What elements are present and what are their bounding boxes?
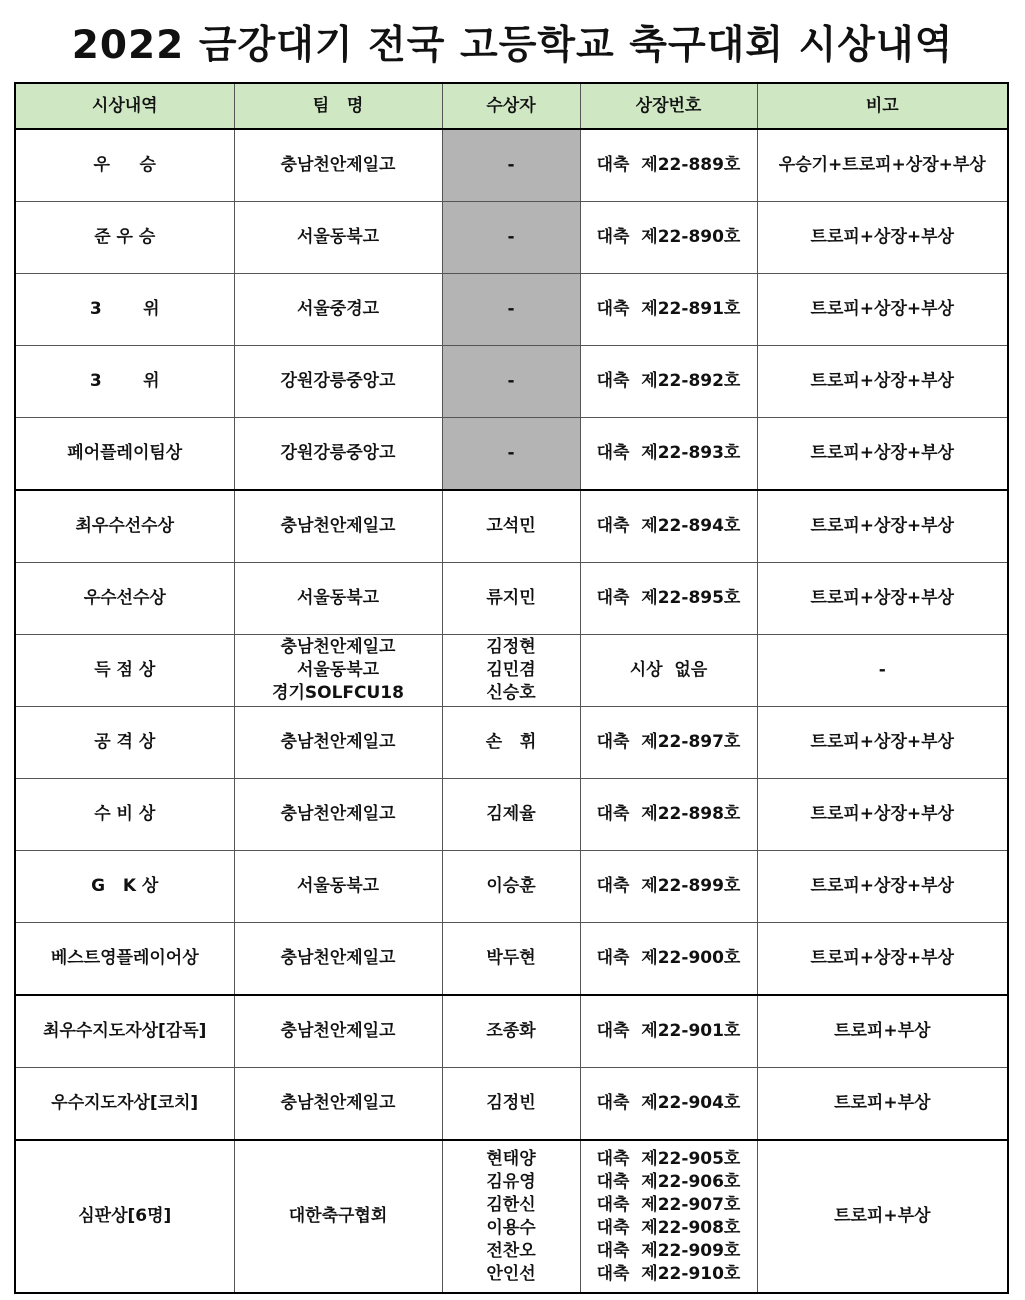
table-row: [15, 346, 1008, 418]
cert-cell: 대축 제22-892호: [580, 346, 757, 418]
team-cell: 서울동북고: [234, 563, 442, 635]
winner-cell: 조종화: [442, 995, 580, 1068]
note-cell: 트로피+부상: [757, 1068, 1008, 1141]
winner-cell: 박두현: [442, 923, 580, 996]
note-cell: 트로피+상장+부상: [757, 274, 1008, 346]
team-cell: 충남천안제일고: [234, 707, 442, 779]
winner-cell: -: [442, 274, 580, 346]
award-cell: 3 위: [15, 274, 234, 346]
cert-cell: 대축 제22-904호: [580, 1068, 757, 1141]
table-row: [15, 418, 1008, 491]
team-cell: 대한축구협회: [234, 1140, 442, 1293]
team-cell: 충남천안제일고: [234, 1068, 442, 1141]
cert-cell: 대축 제22-895호: [580, 563, 757, 635]
note-cell: 트로피+상장+부상: [757, 418, 1008, 491]
award-cell: 베스트영플레이어상: [15, 923, 234, 996]
cert-cell: 대축 제22-898호: [580, 779, 757, 851]
note-cell: 트로피+상장+부상: [757, 346, 1008, 418]
cert-cell: 대축 제22-897호: [580, 707, 757, 779]
header-award: 시상내역: [15, 83, 234, 129]
table-row: [15, 707, 1008, 779]
cert-cell: 대축 제22-901호: [580, 995, 757, 1068]
table-row: [15, 995, 1008, 1068]
page-title: 2022 금강대기 전국 고등학교 축구대회 시상내역: [71, 23, 954, 68]
header-team: 팀 명: [234, 83, 442, 129]
table-row: [15, 851, 1008, 923]
table-row: [15, 1140, 1008, 1293]
note-cell: 트로피+부상: [757, 995, 1008, 1068]
winner-cell: 김정현 김민겸 신승호: [442, 635, 580, 707]
award-cell: 최우수선수상: [15, 490, 234, 563]
award-cell: 수 비 상: [15, 779, 234, 851]
table-row: [15, 1068, 1008, 1141]
header-note: 비고: [757, 83, 1008, 129]
awards-table: [14, 82, 1009, 1294]
note-cell: 트로피+상장+부상: [757, 490, 1008, 563]
winner-cell: 고석민: [442, 490, 580, 563]
cert-cell: 대축 제22-893호: [580, 418, 757, 491]
winner-cell: 현태양 김유영 김한신 이용수 전찬오 안인선: [442, 1140, 580, 1293]
table-row: [15, 202, 1008, 274]
note-cell: 트로피+상장+부상: [757, 707, 1008, 779]
winner-cell: -: [442, 418, 580, 491]
note-cell: 트로피+상장+부상: [757, 923, 1008, 996]
team-cell: 서울중경고: [234, 274, 442, 346]
team-cell: 서울동북고: [234, 202, 442, 274]
cert-cell: 대축 제22-905호 대축 제22-906호 대축 제22-907호 대축 제22-908호 대축 제22-909호 대축 제22-910호: [580, 1140, 757, 1293]
cert-cell: 대축 제22-900호: [580, 923, 757, 996]
team-cell: 충남천안제일고: [234, 129, 442, 202]
note-cell: -: [757, 635, 1008, 707]
winner-cell: 김정빈: [442, 1068, 580, 1141]
award-cell: 공 격 상: [15, 707, 234, 779]
winner-cell: 손 휘: [442, 707, 580, 779]
table-row: [15, 129, 1008, 202]
team-cell: 서울동북고: [234, 851, 442, 923]
award-cell: 심판상[6명]: [15, 1140, 234, 1293]
team-cell: 강원강릉중앙고: [234, 346, 442, 418]
header-cert: 상장번호: [580, 83, 757, 129]
table-row: [15, 563, 1008, 635]
winner-cell: 류지민: [442, 563, 580, 635]
award-cell: 우수지도자상[코치]: [15, 1068, 234, 1141]
table-row: [15, 779, 1008, 851]
award-cell: 우수선수상: [15, 563, 234, 635]
table-row: [15, 274, 1008, 346]
note-cell: 트로피+상장+부상: [757, 563, 1008, 635]
winner-cell: -: [442, 129, 580, 202]
team-cell: 강원강릉중앙고: [234, 418, 442, 491]
team-cell: 충남천안제일고: [234, 490, 442, 563]
note-cell: 트로피+상장+부상: [757, 779, 1008, 851]
winner-cell: 이승훈: [442, 851, 580, 923]
award-cell: 우 승: [15, 129, 234, 202]
award-cell: 최우수지도자상[감독]: [15, 995, 234, 1068]
table-row: [15, 490, 1008, 563]
award-cell: 준 우 승: [15, 202, 234, 274]
team-cell: 충남천안제일고: [234, 995, 442, 1068]
note-cell: 트로피+상장+부상: [757, 851, 1008, 923]
team-cell: 충남천안제일고: [234, 923, 442, 996]
cert-cell: 대축 제22-899호: [580, 851, 757, 923]
winner-cell: -: [442, 346, 580, 418]
note-cell: 우승기+트로피+상장+부상: [757, 129, 1008, 202]
header-winner: 수상자: [442, 83, 580, 129]
table-row: [15, 923, 1008, 996]
cert-cell: 대축 제22-889호: [580, 129, 757, 202]
winner-cell: -: [442, 202, 580, 274]
team-cell: 충남천안제일고: [234, 779, 442, 851]
cert-cell: 대축 제22-894호: [580, 490, 757, 563]
team-cell: 충남천안제일고 서울동북고 경기SOLFCU18: [234, 635, 442, 707]
note-cell: 트로피+부상: [757, 1140, 1008, 1293]
award-cell: 득 점 상: [15, 635, 234, 707]
note-cell: 트로피+상장+부상: [757, 202, 1008, 274]
cert-cell: 대축 제22-890호: [580, 202, 757, 274]
winner-cell: 김제율: [442, 779, 580, 851]
award-cell: 3 위: [15, 346, 234, 418]
header-row: [15, 83, 1008, 129]
cert-cell: 시상 없음: [580, 635, 757, 707]
cert-cell: 대축 제22-891호: [580, 274, 757, 346]
award-cell: 페어플레이팀상: [15, 418, 234, 491]
award-cell: G K 상: [15, 851, 234, 923]
table-row: [15, 635, 1008, 707]
